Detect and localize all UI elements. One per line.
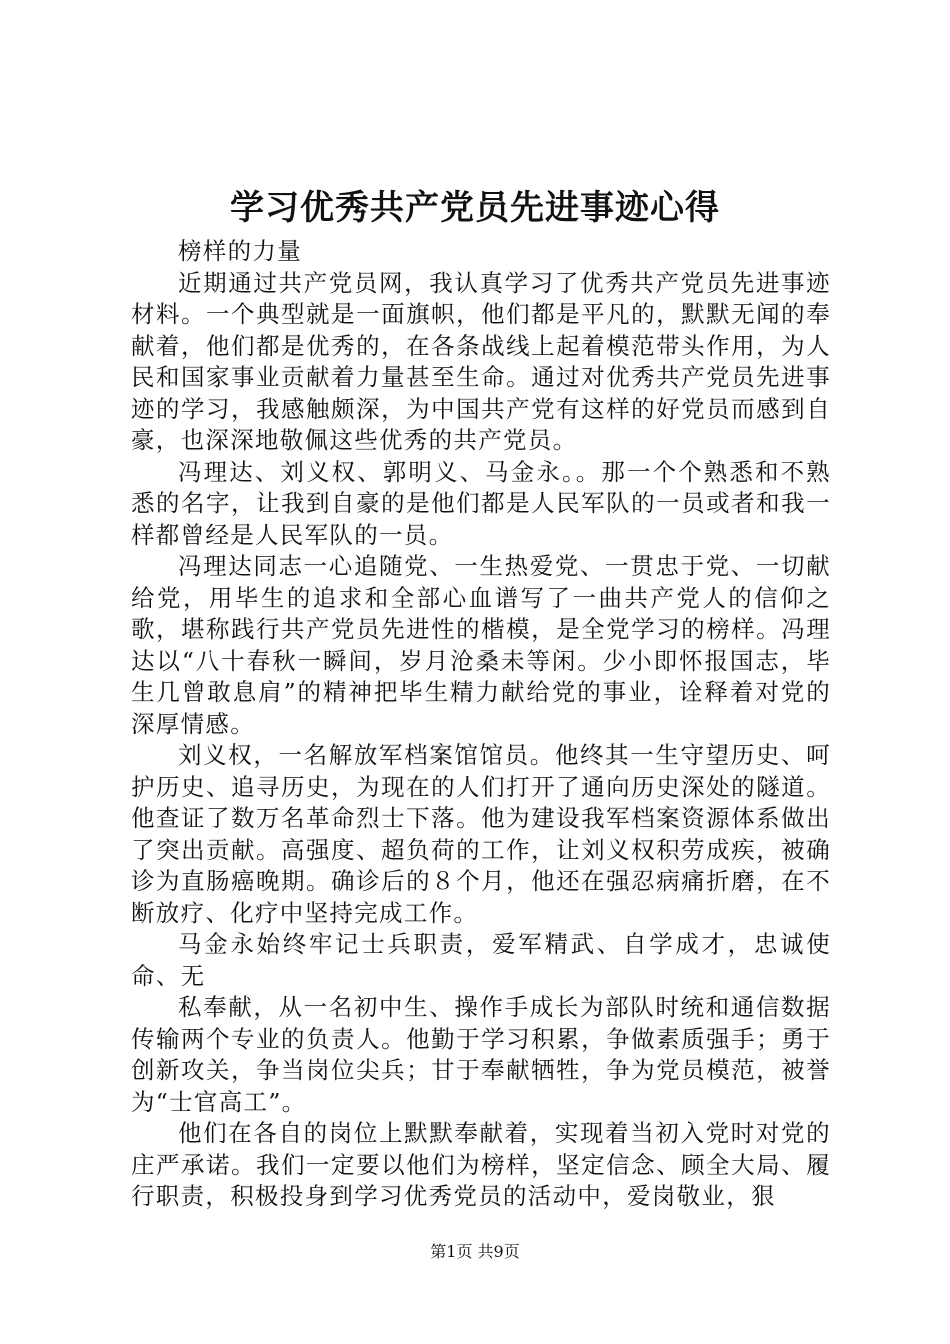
page-number-footer: 第1页 共9页 <box>430 1242 520 1261</box>
paragraph: 私奉献，从一名初中生、操作手成长为部队时统和通信数据传输两个专业的负责人。他勤于学习积累，争做素质强手；勇于创新攻关，争当岗位尖兵；甘于奉献牺牲，争为党员模范，被誉为“士官高工”。 <box>131 993 831 1116</box>
paragraph: 马金永始终牢记士兵职责，爱军精武、自学成才，忠诚使命、无 <box>131 930 831 990</box>
document-body <box>131 236 831 1213</box>
paragraph: 冯理达同志一心追随党、一生热爱党、一贯忠于党、一切献给党，用毕生的追求和全部心血谱写了一曲共产党人的信仰之歌，堪称践行共产党员先进性的楷模，是全党学习的榜样。冯理达以“八十春秋一瞬间，岁月沧桑未等闲。少小即怀报国志，毕生几曾敢息肩”的精神把毕生精力献给党的事业，诠释着对党的深厚情感。 <box>131 552 831 738</box>
paragraph: 刘义权，一名解放军档案馆馆员。他终其一生守望历史、呵护历史、追寻历史，为现在的人们打开了通向历史深处的隧道。他查证了数万名革命烈士下落。他为建设我军档案资源体系做出了突出贡献。高强度、超负荷的工作，让刘义权积劳成疾，被确诊为直肠癌晚期。确诊后的８个月，他还在强忍病痛折磨，在不断放疗、化疗中坚持完成工作。 <box>131 741 831 927</box>
document-title: 学习优秀共产党员先进事迹心得 <box>230 188 720 228</box>
paragraph: 冯理达、刘义权、郭明义、马金永。。那一个个熟悉和不熟悉的名字，让我到自豪的是他们都是人民军队的一员或者和我一样都曾经是人民军队的一员。 <box>131 457 831 549</box>
paragraph: 榜样的力量 <box>178 237 302 265</box>
paragraph: 他们在各自的岗位上默默奉献着，实现着当初入党时对党的庄严承诺。我们一定要以他们为榜样，坚定信念、顾全大局、履行职责，积极投身到学习优秀党员的活动中，爱岗敬业，狠 <box>131 1119 831 1210</box>
paragraph: 近期通过共产党员网，我认真学习了优秀共产党员先进事迹材料。一个典型就是一面旗帜，他们都是平凡的，默默无闻的奉献着，他们都是优秀的，在各条战线上起着模范带头作用，为人民和国家事业贡献着力量甚至生命。通过对优秀共产党员先进事迹的学习，我感触颇深，为中国共产党有这样的好党员而感到自豪，也深深地敬佩这些优秀的共产党员。 <box>131 268 831 454</box>
